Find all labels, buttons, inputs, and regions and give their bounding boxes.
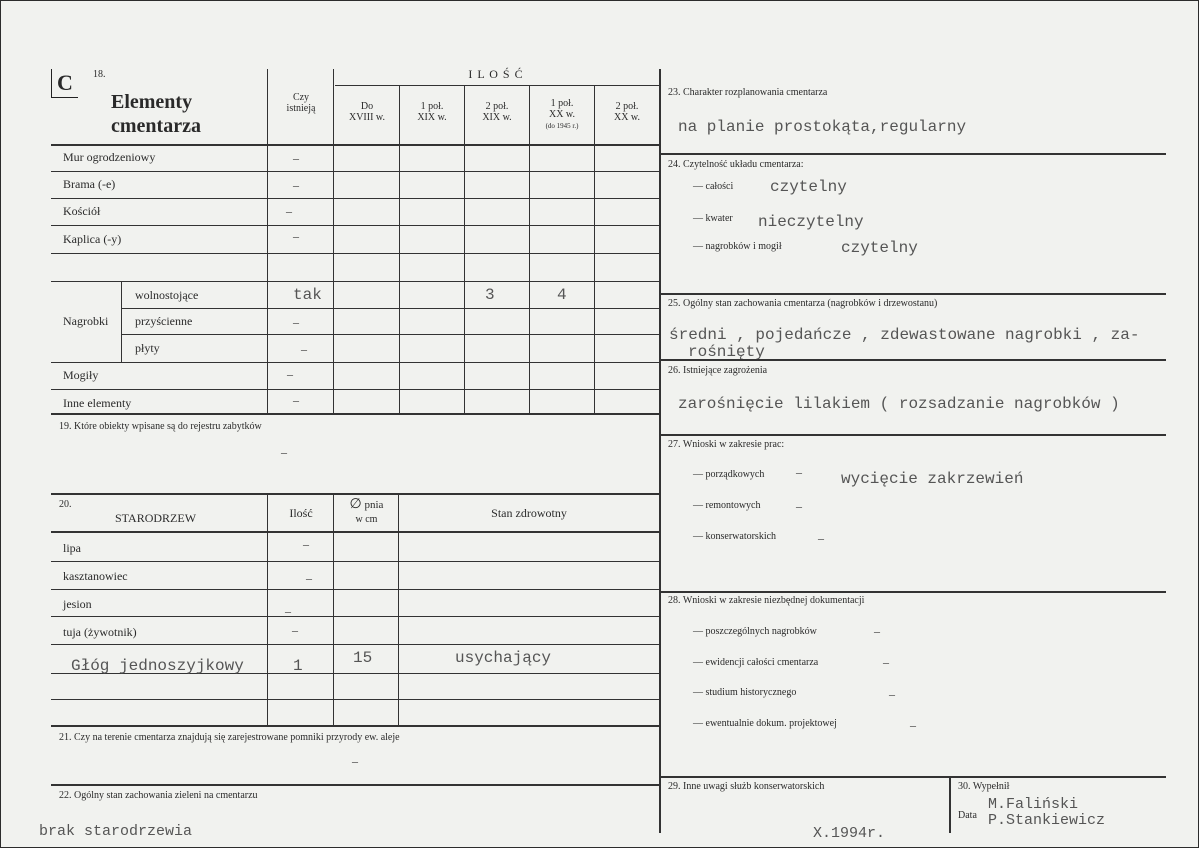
period-3-l1: 2 poł. [485, 101, 509, 112]
s18-number: 18. [93, 69, 106, 80]
value-glog-qty: 1 [293, 657, 303, 675]
tree-row-jesion: jesion [63, 597, 92, 611]
row-mogily: Mogiły [63, 368, 99, 382]
grid-line [51, 413, 659, 415]
value-mogily-exists: – [287, 367, 293, 381]
value-brama-exists: – [293, 178, 299, 192]
card-letter: C [51, 69, 78, 98]
s20-col-name: STARODRZEW [115, 511, 197, 525]
s25-value-line2: rośnięty [688, 343, 765, 361]
row-nagrobki: Nagrobki [63, 314, 109, 328]
s28-item-4: — ewentualnie dokum. projektowej [693, 718, 837, 729]
s28-item-3-dash: – [889, 687, 895, 701]
grid-line [51, 389, 659, 390]
grid-line [267, 493, 268, 725]
tree-row-tuja: tuja (żywotnik) [63, 625, 137, 639]
grid-line [399, 85, 400, 414]
row-kaplica: Kaplica (-y) [63, 232, 122, 246]
col-exists-line1: Czy [292, 92, 310, 103]
s20-col-dia [335, 496, 398, 513]
grid-line [51, 725, 659, 727]
row-plyty: płyty [135, 341, 160, 355]
grid-line [51, 225, 659, 226]
grid-line [594, 85, 595, 414]
grid-line [661, 293, 1166, 295]
s24-label: 24. Czytelność układu cmentarza: [668, 159, 804, 170]
s24-kwater: — kwater [693, 213, 733, 224]
value-lipa-qty: – [303, 537, 309, 551]
s18-title-line2: cmentarza [111, 115, 201, 137]
grid-line [661, 591, 1166, 593]
value-glog-dia: 15 [353, 649, 373, 667]
s23-label: 23. Charakter rozplanowania cmentarza [668, 87, 828, 98]
s21-value: – [352, 754, 358, 768]
s29-date: X.1994r. [813, 825, 886, 842]
s26-label: 26. Istniejące zagrożenia [668, 365, 768, 376]
grid-line [121, 334, 659, 335]
s27-porzadkowych-value: wycięcie zakrzewień [841, 470, 1024, 488]
s24-calosci-value: czytelny [770, 178, 847, 196]
period-2-l2: XIX w. [417, 112, 447, 123]
grid-line [51, 784, 659, 786]
s24-nagrobkow: — nagrobków i mogił [693, 241, 782, 252]
s21-label: 21. Czy na terenie cmentarza znajdują się zarejestrowane pomniki przyrody ew. aleje [59, 732, 400, 743]
s23-value: na planie prostokąta,regularny [678, 118, 967, 136]
value-przy-exists: – [293, 315, 299, 329]
grid-line [661, 776, 1166, 778]
value-kasztanowiec-qty: – [306, 571, 312, 585]
column-divider [659, 69, 661, 833]
row-wolnostojace: wolnostojące [135, 288, 199, 302]
grid-line [121, 281, 122, 362]
value-wolno-exists: tak [293, 286, 322, 304]
s20-col-health: Stan zdrowotny [491, 506, 567, 520]
tree-row-kasztanowiec: kasztanowiec [63, 569, 128, 583]
period-2-l1: 1 poł. [420, 101, 444, 112]
period-4-l1: 1 poł. [550, 98, 574, 109]
grid-line [661, 434, 1166, 436]
grid-line [51, 171, 659, 172]
s25-label: 25. Ogólny stan zachowania cmentarza (nagrobków i drzewostanu) [668, 298, 938, 309]
period-1-l2: XVIII w. [348, 112, 385, 123]
col-exists-line2: istnieją [286, 103, 316, 114]
s26-value: zarośnięcie lilakiem ( rozsadzanie nagrobków ) [678, 395, 1120, 413]
s27-remontowych: — remontowych [693, 500, 761, 511]
s28-item-2: — ewidencji całości cmentarza [693, 657, 819, 668]
period-5-l2: XX w. [613, 112, 640, 123]
ilosc-header: I L O Ś Ć [468, 67, 524, 81]
s30-data-label: Data [958, 810, 977, 821]
s30-name-1: M.Faliński [988, 796, 1079, 813]
s28-item-1: — poszczególnych nagrobków [693, 626, 817, 637]
s28-item-4-dash: – [910, 718, 916, 732]
grid-line [51, 561, 659, 562]
grid-line [51, 198, 659, 199]
value-wolno-1pol-xx: 4 [557, 286, 567, 304]
s28-item-3: — studium historycznego [693, 687, 797, 698]
s27-remontowych-dash: – [796, 499, 802, 513]
grid-line [529, 85, 530, 414]
grid-line [51, 281, 659, 282]
grid-line [121, 308, 659, 309]
value-mur-exists: – [293, 151, 299, 165]
grid-line [51, 253, 659, 254]
value-kaplica-exists: – [293, 229, 299, 243]
s19-label: 19. Które obiekty wpisane są do rejestru zabytków [59, 421, 262, 432]
grid-line [661, 153, 1166, 155]
row-brama: Brama (-e) [63, 177, 116, 191]
value-tuja-qty: – [292, 623, 298, 637]
s27-konserwatorskich-dash: – [818, 531, 824, 545]
s22-label: 22. Ogólny stan zachowania zieleni na cmentarzu [59, 790, 258, 801]
value-jesion-qty: – [285, 604, 291, 618]
grid-line [333, 493, 334, 725]
row-przyscienne: przyściennе [135, 314, 193, 328]
grid-line [335, 85, 659, 86]
diameter-symbol: ∅ [349, 497, 362, 512]
s27-label: 27. Wnioski w zakresie prac: [668, 439, 785, 450]
row-mur: Mur ogrodzeniowy [63, 150, 156, 164]
s27-porzadkowych: — porządkowych [693, 469, 765, 480]
period-4-l3: (do 1945 r.) [545, 122, 579, 130]
s27-konserwatorskich: — konserwatorskich [693, 531, 777, 542]
value-kosciol-exists: – [286, 204, 292, 218]
s28-item-2-dash: – [883, 655, 889, 669]
s30-name-2: P.Stankiewicz [988, 812, 1106, 829]
s20-number: 20. [59, 499, 72, 510]
grid-line [51, 531, 659, 533]
s24-calosci: — całości [693, 181, 734, 192]
grid-line [51, 644, 659, 645]
s29-label: 29. Inne uwagi służb konserwatorskich [668, 781, 825, 792]
row-kosciol: Kościół [63, 204, 101, 218]
s28-item-1-dash: – [874, 624, 880, 638]
row-inne: Inne elementy [63, 396, 132, 410]
s20-col-dia-line1: pnia [364, 499, 384, 511]
grid-line [51, 699, 659, 700]
tree-row-glog: Głóg jednoszyjkowy [71, 657, 244, 675]
period-4-l2: XX w. [548, 109, 575, 120]
s30-label: 30. Wypełnił [958, 781, 1010, 792]
grid-line [398, 493, 399, 725]
value-glog-health: usychający [455, 649, 552, 667]
s19-value: – [281, 445, 287, 459]
value-inne-exists: – [293, 393, 299, 407]
s24-kwater-value: nieczytelny [758, 213, 864, 231]
grid-line [51, 144, 659, 146]
s20-col-dia-line2: w cm [355, 514, 378, 525]
period-3-l2: XIX w. [482, 112, 512, 123]
grid-line [464, 85, 465, 414]
period-1-l1: Do [360, 101, 374, 112]
period-5-l1: 2 poł. [615, 101, 639, 112]
s25-value-line1: średni , pojedańcze , zdewastowane nagrobki , za- [669, 326, 1140, 344]
s28-label: 28. Wnioski w zakresie niezbędnej dokumentacji [668, 595, 865, 606]
grid-line [51, 589, 659, 590]
s22-value: brak starodrzewia [39, 823, 193, 840]
tree-row-lipa: lipa [63, 541, 81, 555]
grid-line [661, 359, 1166, 361]
s18-title-line1: Elementy [111, 91, 193, 113]
s24-nagrobkow-value: czytelny [841, 239, 918, 257]
s27-porzadkowych-dash: – [796, 465, 802, 479]
s20-col-qty: Ilość [289, 506, 313, 520]
grid-line [51, 362, 659, 363]
grid-line [51, 493, 659, 495]
value-wolno-2pol-xix: 3 [485, 286, 495, 304]
value-plyty-exists: – [301, 342, 307, 356]
grid-line [51, 616, 659, 617]
grid-line [949, 777, 951, 833]
